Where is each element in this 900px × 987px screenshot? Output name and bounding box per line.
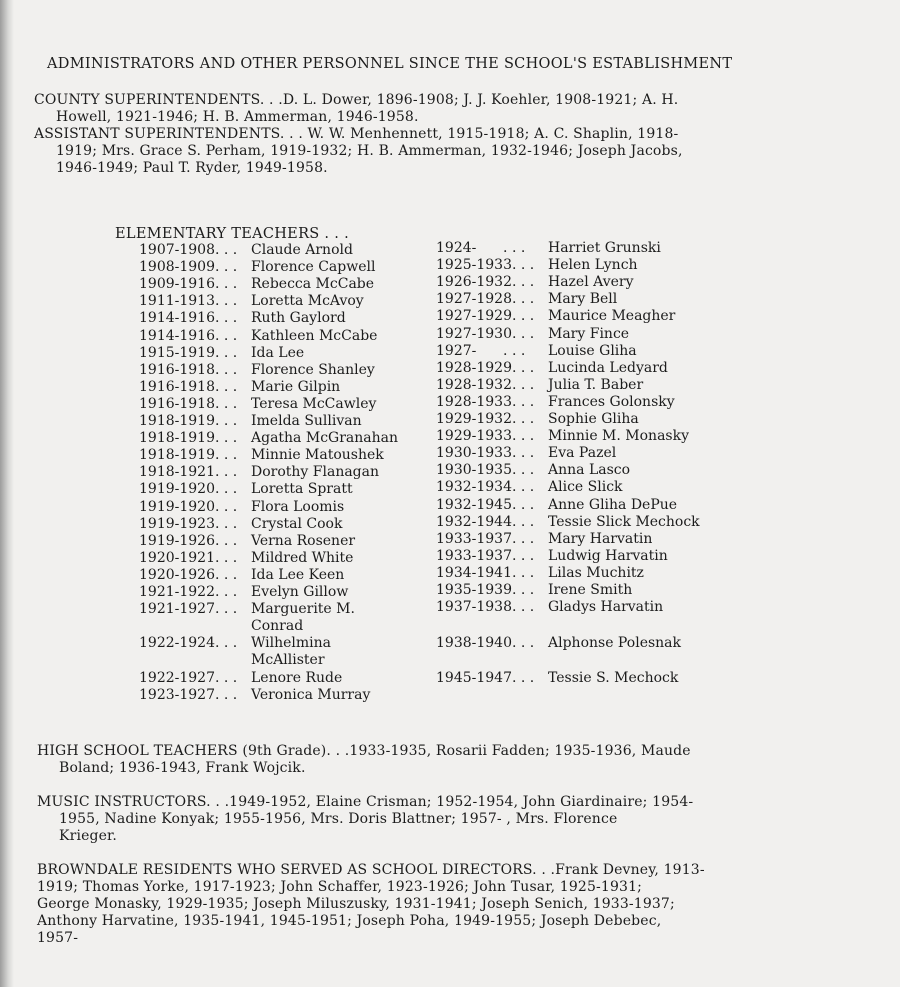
teacher-row bbox=[139, 413, 362, 430]
assistant-superintendents-line3: 1946-1949; Paul T. Ryder, 1949-1958. bbox=[56, 160, 328, 176]
teacher-row bbox=[139, 345, 304, 362]
school-directors bbox=[37, 862, 867, 947]
teacher-row bbox=[139, 464, 379, 481]
teacher-years: 1928-1929. . . bbox=[436, 359, 535, 376]
county-superintendents-line2: Howell, 1921-1946; H. B. Ammerman, 1946-1958. bbox=[56, 109, 419, 125]
teacher-years: 1920-1921. . . bbox=[139, 549, 238, 566]
teacher-years: 1921-1927. . . bbox=[139, 601, 238, 618]
teacher-years: 1938-1940. . . bbox=[436, 635, 535, 652]
teacher-row bbox=[436, 377, 643, 394]
directors-line3: George Monasky, 1929-1935; Joseph Miluszusky, 1931-1941; Joseph Senich, 1933-1937; bbox=[37, 896, 675, 912]
teacher-name: Agatha McGranahan bbox=[251, 430, 398, 447]
teacher-years: 1928-1932. . . bbox=[436, 376, 535, 393]
teacher-name: Minnie M. Monasky bbox=[548, 428, 689, 445]
teacher-row bbox=[139, 276, 374, 293]
teacher-years: 1932-1945. . . bbox=[436, 496, 535, 513]
teacher-name: Anne Gliha DePue bbox=[548, 496, 678, 513]
teacher-years: 1929-1933. . . bbox=[436, 428, 535, 445]
teacher-row bbox=[139, 584, 348, 601]
teacher-years: 1918-1919. . . bbox=[139, 430, 238, 447]
teacher-years: 1927- . . . bbox=[436, 342, 526, 359]
teacher-years: 1923-1927. . . bbox=[139, 686, 238, 703]
teacher-row bbox=[436, 548, 668, 565]
teacher-years: 1929-1932. . . bbox=[436, 411, 535, 427]
teacher-name: Kathleen McCabe bbox=[251, 327, 378, 344]
teacher-name: Lenore Rude bbox=[251, 669, 343, 686]
teacher-years: 1919-1926. . . bbox=[139, 532, 238, 549]
teacher-name: Mary Fince bbox=[548, 325, 630, 342]
teacher-years: 1935-1939. . . bbox=[436, 582, 535, 598]
teacher-name: Harriet Grunski bbox=[548, 240, 661, 256]
directors-line1: BROWNDALE RESIDENTS WHO SERVED AS SCHOOL DIRECTORS. . .Frank Devney, 1913- bbox=[37, 862, 705, 878]
assistant-superintendents bbox=[34, 126, 864, 177]
teacher-years: 1927-1928. . . bbox=[436, 291, 535, 308]
teacher-row bbox=[139, 259, 375, 276]
teacher-years: 1928-1933. . . bbox=[436, 393, 535, 410]
page-title: ADMINISTRATORS AND OTHER PERSONNEL SINCE THE SCHOOL'S ESTABLISHMENT bbox=[47, 56, 733, 72]
teacher-row bbox=[436, 599, 663, 616]
teacher-row bbox=[436, 565, 644, 582]
teacher-row bbox=[139, 516, 342, 533]
teacher-years: 1933-1937. . . bbox=[436, 530, 535, 547]
teacher-years: 1914-1916. . . bbox=[139, 327, 238, 344]
teacher-years: 1930-1935. . . bbox=[436, 462, 535, 479]
teacher-years: 1909-1916. . . bbox=[139, 276, 238, 293]
directors-line4: Anthony Harvatine, 1935-1941, 1945-1951; Joseph Poha, 1949-1955; Joseph Debebec, bbox=[37, 913, 662, 929]
teacher-name: Sophie Gliha bbox=[548, 411, 639, 427]
teacher-years: 1919-1923. . . bbox=[139, 515, 238, 532]
teacher-name: Helen Lynch bbox=[548, 257, 638, 274]
teacher-row bbox=[436, 531, 652, 548]
music-line1: MUSIC INSTRUCTORS. . .1949-1952, Elaine Crisman; 1952-1954, John Giardinaire; 1954- bbox=[37, 794, 694, 810]
teacher-row bbox=[139, 533, 355, 550]
teacher-name: Crystal Cook bbox=[251, 515, 343, 532]
teacher-name: Loretta Spratt bbox=[251, 481, 353, 498]
teacher-row bbox=[139, 362, 375, 379]
teacher-row bbox=[436, 291, 617, 308]
teacher-name: Ida Lee bbox=[251, 344, 305, 361]
teacher-name: Verna Rosener bbox=[251, 532, 356, 549]
music-line3: Krieger. bbox=[59, 828, 117, 844]
teacher-row bbox=[436, 462, 630, 479]
teacher-row bbox=[139, 601, 355, 635]
assistant-superintendents-line1: ASSISTANT SUPERINTENDENTS. . . W. W. Menhennett, 1915-1918; A. C. Shaplin, 1918- bbox=[34, 126, 679, 142]
teacher-name: Anna Lasco bbox=[548, 462, 631, 479]
teacher-row bbox=[436, 411, 639, 428]
teacher-years: 1934-1941. . . bbox=[436, 564, 535, 581]
teacher-years: 1932-1944. . . bbox=[436, 513, 535, 530]
teacher-row bbox=[436, 394, 675, 411]
teacher-row bbox=[139, 379, 340, 396]
teacher-years: 1930-1933. . . bbox=[436, 445, 535, 462]
teacher-years: 1907-1908. . . bbox=[139, 242, 238, 258]
teacher-name: Loretta McAvoy bbox=[251, 293, 364, 310]
teacher-row bbox=[436, 479, 623, 496]
teacher-row bbox=[139, 635, 331, 669]
teacher-years: 1916-1918. . . bbox=[139, 395, 238, 412]
teacher-row bbox=[436, 428, 689, 445]
teacher-row bbox=[139, 687, 370, 704]
teacher-name: Tessie S. Mechock bbox=[548, 669, 679, 686]
teacher-row bbox=[436, 343, 637, 360]
teacher-name-continued: McAllister bbox=[251, 652, 325, 669]
teacher-name-wrap bbox=[251, 601, 355, 635]
teacher-years: 1914-1916. . . bbox=[139, 310, 238, 327]
teacher-years: 1925-1933. . . bbox=[436, 257, 535, 274]
teacher-name: Mary Bell bbox=[548, 291, 618, 308]
directors-line5: 1957- bbox=[37, 930, 79, 946]
teacher-years: 1911-1913. . . bbox=[139, 293, 238, 310]
teacher-name: Maurice Meagher bbox=[548, 308, 676, 325]
teacher-name: Mary Harvatin bbox=[548, 530, 653, 547]
elementary-teachers-title: ELEMENTARY TEACHERS . . . bbox=[115, 226, 349, 242]
teacher-row bbox=[436, 326, 629, 343]
teacher-years: 1918-1921. . . bbox=[139, 464, 238, 481]
teacher-row bbox=[139, 242, 353, 259]
teacher-row bbox=[139, 328, 377, 345]
teacher-name: Florence Shanley bbox=[251, 361, 375, 378]
teacher-name: Alice Slick bbox=[548, 479, 623, 496]
teacher-row bbox=[436, 497, 677, 514]
directors-line2: 1919; Thomas Yorke, 1917-1923; John Schaffer, 1923-1926; John Tusar, 1925-1931; bbox=[37, 879, 643, 895]
teacher-name: Florence Capwell bbox=[251, 259, 376, 276]
teacher-row bbox=[436, 635, 681, 652]
teacher-name: Alphonse Polesnak bbox=[548, 635, 682, 652]
teacher-row bbox=[139, 396, 376, 413]
teacher-name: Evelyn Gillow bbox=[251, 584, 349, 600]
high-school-teachers bbox=[37, 743, 867, 777]
teacher-name: Marguerite M. bbox=[251, 601, 355, 618]
music-instructors bbox=[37, 794, 867, 845]
teacher-row bbox=[436, 308, 675, 325]
teacher-row bbox=[436, 360, 668, 377]
teacher-years: 1918-1919. . . bbox=[139, 413, 238, 429]
teacher-name: Gladys Harvatin bbox=[548, 599, 664, 616]
teacher-years: 1916-1918. . . bbox=[139, 378, 238, 395]
teacher-name: Irene Smith bbox=[548, 582, 633, 598]
teacher-row bbox=[139, 447, 384, 464]
teacher-row bbox=[436, 274, 633, 291]
county-superintendents-line1: COUNTY SUPERINTENDENTS. . .D. L. Dower, 1896-1908; J. J. Koehler, 1908-1921; A. H. bbox=[34, 92, 679, 108]
teacher-years: 1918-1919. . . bbox=[139, 447, 238, 464]
teacher-name: Rebecca McCabe bbox=[251, 276, 375, 293]
teacher-row bbox=[139, 430, 398, 447]
teacher-row bbox=[139, 550, 353, 567]
teacher-name: Imelda Sullivan bbox=[251, 413, 362, 429]
teacher-years: 1927-1930. . . bbox=[436, 325, 535, 342]
teacher-years: 1933-1937. . . bbox=[436, 547, 535, 564]
teacher-row bbox=[139, 481, 353, 498]
teacher-row bbox=[139, 670, 342, 687]
teacher-name: Hazel Avery bbox=[548, 274, 634, 291]
county-superintendents bbox=[34, 92, 864, 126]
teacher-name: Frances Golonsky bbox=[548, 393, 675, 410]
teacher-name: Julia T. Baber bbox=[548, 376, 644, 393]
high-school-line1: HIGH SCHOOL TEACHERS (9th Grade). . .1933-1935, Rosarii Fadden; 1935-1936, Maude bbox=[37, 743, 691, 759]
music-line2: 1955, Nadine Konyak; 1955-1956, Mrs. Doris Blattner; 1957- , Mrs. Florence bbox=[59, 811, 618, 827]
teacher-name: Teresa McCawley bbox=[251, 395, 377, 412]
teacher-name: Ida Lee Keen bbox=[251, 566, 345, 583]
teacher-name: Lucinda Ledyard bbox=[548, 359, 668, 376]
teacher-row bbox=[436, 514, 700, 531]
teacher-years: 1926-1932. . . bbox=[436, 274, 535, 291]
teacher-years: 1919-1920. . . bbox=[139, 498, 238, 515]
teacher-name: Dorothy Flanagan bbox=[251, 464, 380, 481]
teacher-years: 1945-1947. . . bbox=[436, 669, 535, 686]
teacher-name: Eva Pazel bbox=[548, 445, 617, 462]
high-school-line2: Boland; 1936-1943, Frank Wojcik. bbox=[59, 760, 306, 776]
teacher-name: Flora Loomis bbox=[251, 498, 345, 515]
teacher-name: Ruth Gaylord bbox=[251, 310, 346, 327]
teacher-name-continued: Conrad bbox=[251, 618, 304, 635]
teacher-row bbox=[436, 445, 616, 462]
teacher-years: 1924- . . . bbox=[436, 240, 526, 256]
teacher-name: Louise Gliha bbox=[548, 342, 637, 359]
teacher-row bbox=[436, 582, 632, 599]
teacher-row bbox=[436, 240, 661, 257]
teacher-row bbox=[139, 310, 346, 327]
teacher-years: 1915-1919. . . bbox=[139, 344, 238, 361]
teacher-row bbox=[139, 567, 344, 584]
teacher-years: 1937-1938. . . bbox=[436, 599, 535, 616]
teacher-name-wrap bbox=[251, 635, 331, 669]
teacher-row bbox=[436, 257, 638, 274]
teacher-years: 1920-1926. . . bbox=[139, 566, 238, 583]
teacher-name: Claude Arnold bbox=[251, 242, 353, 258]
teacher-name: Lilas Muchitz bbox=[548, 564, 644, 581]
teacher-name: Tessie Slick Mechock bbox=[548, 513, 700, 530]
teacher-name: Marie Gilpin bbox=[251, 378, 341, 395]
teacher-row bbox=[139, 293, 364, 310]
teacher-years: 1916-1918. . . bbox=[139, 361, 238, 378]
teacher-years: 1919-1920. . . bbox=[139, 481, 238, 498]
teacher-years: 1927-1929. . . bbox=[436, 308, 535, 325]
teacher-name: Wilhelmina bbox=[251, 635, 331, 652]
teacher-name: Ludwig Harvatin bbox=[548, 547, 668, 564]
teacher-years: 1932-1934. . . bbox=[436, 479, 535, 496]
teacher-name: Minnie Matoushek bbox=[251, 447, 384, 464]
assistant-superintendents-line2: 1919; Mrs. Grace S. Perham, 1919-1932; H. B. Ammerman, 1932-1946; Joseph Jacobs, bbox=[56, 143, 683, 159]
teacher-row bbox=[436, 670, 678, 687]
teacher-years: 1921-1922. . . bbox=[139, 584, 238, 600]
teacher-name: Veronica Murray bbox=[251, 686, 371, 703]
teacher-row bbox=[139, 499, 344, 516]
teacher-name: Mildred White bbox=[251, 549, 354, 566]
teacher-years: 1922-1927. . . bbox=[139, 669, 238, 686]
teacher-years: 1922-1924. . . bbox=[139, 635, 238, 652]
teacher-years: 1908-1909. . . bbox=[139, 259, 238, 276]
